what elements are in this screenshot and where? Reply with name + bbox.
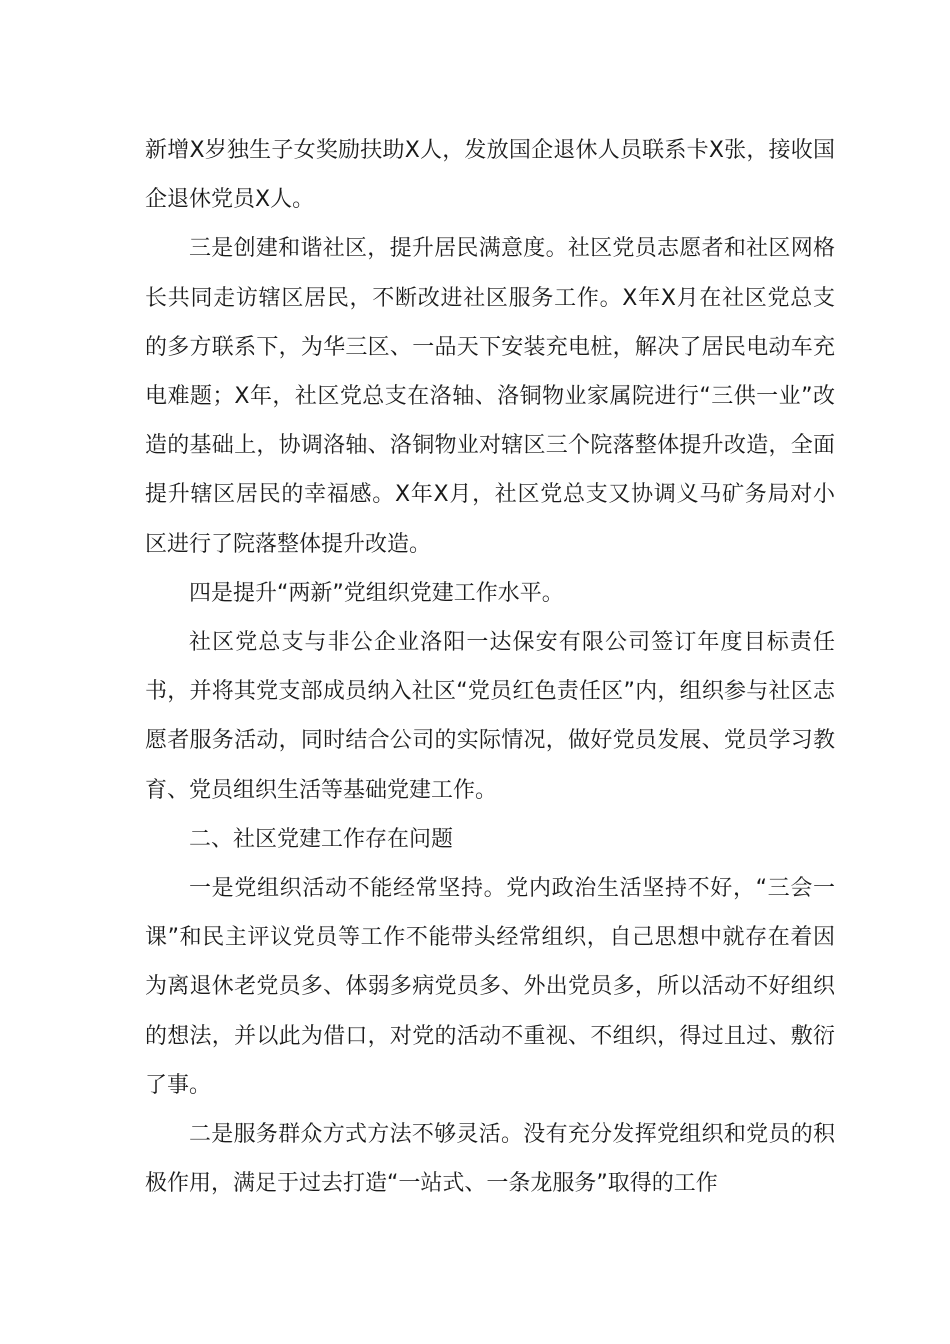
paragraph-problem-two: 二是服务群众方式方法不够灵活。没有充分发挥党组织和党员的积极作用，满足于过去打造“一站式、一条龙服务”取得的工作 bbox=[145, 1122, 835, 1197]
paragraph-problem-one: 一是党组织活动不能经常坚持。党内政治生活坚持不好，“三会一课”和民主评议党员等工作不能带头经常组织，自己思想中就存在着因为离退休老党员多、体弱多病党员多、外出党员多，所以活动不好组织的想法，并以此为借口，对党的活动不重视、不组织，得过且过、敷衍了事。 bbox=[145, 876, 835, 1098]
section-heading-problems: 二、社区党建工作存在问题 bbox=[189, 826, 454, 852]
paragraph-security-company: 社区党总支与非公企业洛阳一达保安有限公司签订年度目标责任书，并将其党支部成员纳入社区“党员红色责任区”内，组织参与社区志愿者服务活动，同时结合公司的实际情况，做好党员发展、党员学习教育、党员组织生活等基础党建工作。 bbox=[145, 630, 835, 803]
paragraph-two-new-organizations: 四是提升“两新”党组织党建工作水平。 bbox=[189, 580, 564, 606]
document-body bbox=[145, 126, 835, 1208]
paragraph-continuation: 新增X岁独生子女奖励扶助X人，发放国企退休人员联系卡X张，接收国企退休党员X人。 bbox=[145, 138, 835, 213]
paragraph-harmonious-community: 三是创建和谐社区，提升居民满意度。社区党员志愿者和社区网格长共同走访辖区居民，不断改进社区服务工作。X年X月在社区党总支的多方联系下，为华三区、一品天下安装充电桩，解决了居民电动车充电难题；X年，社区党总支在洛轴、洛铜物业家属院进行“三供一业”改造的基础上，协调洛轴、洛铜物业对辖区三个院落整体提升改造，全面提升辖区居民的幸福感。X年X月，社区党总支又协调义马矿务局对小区进行了院落整体提升改造。 bbox=[145, 236, 835, 557]
